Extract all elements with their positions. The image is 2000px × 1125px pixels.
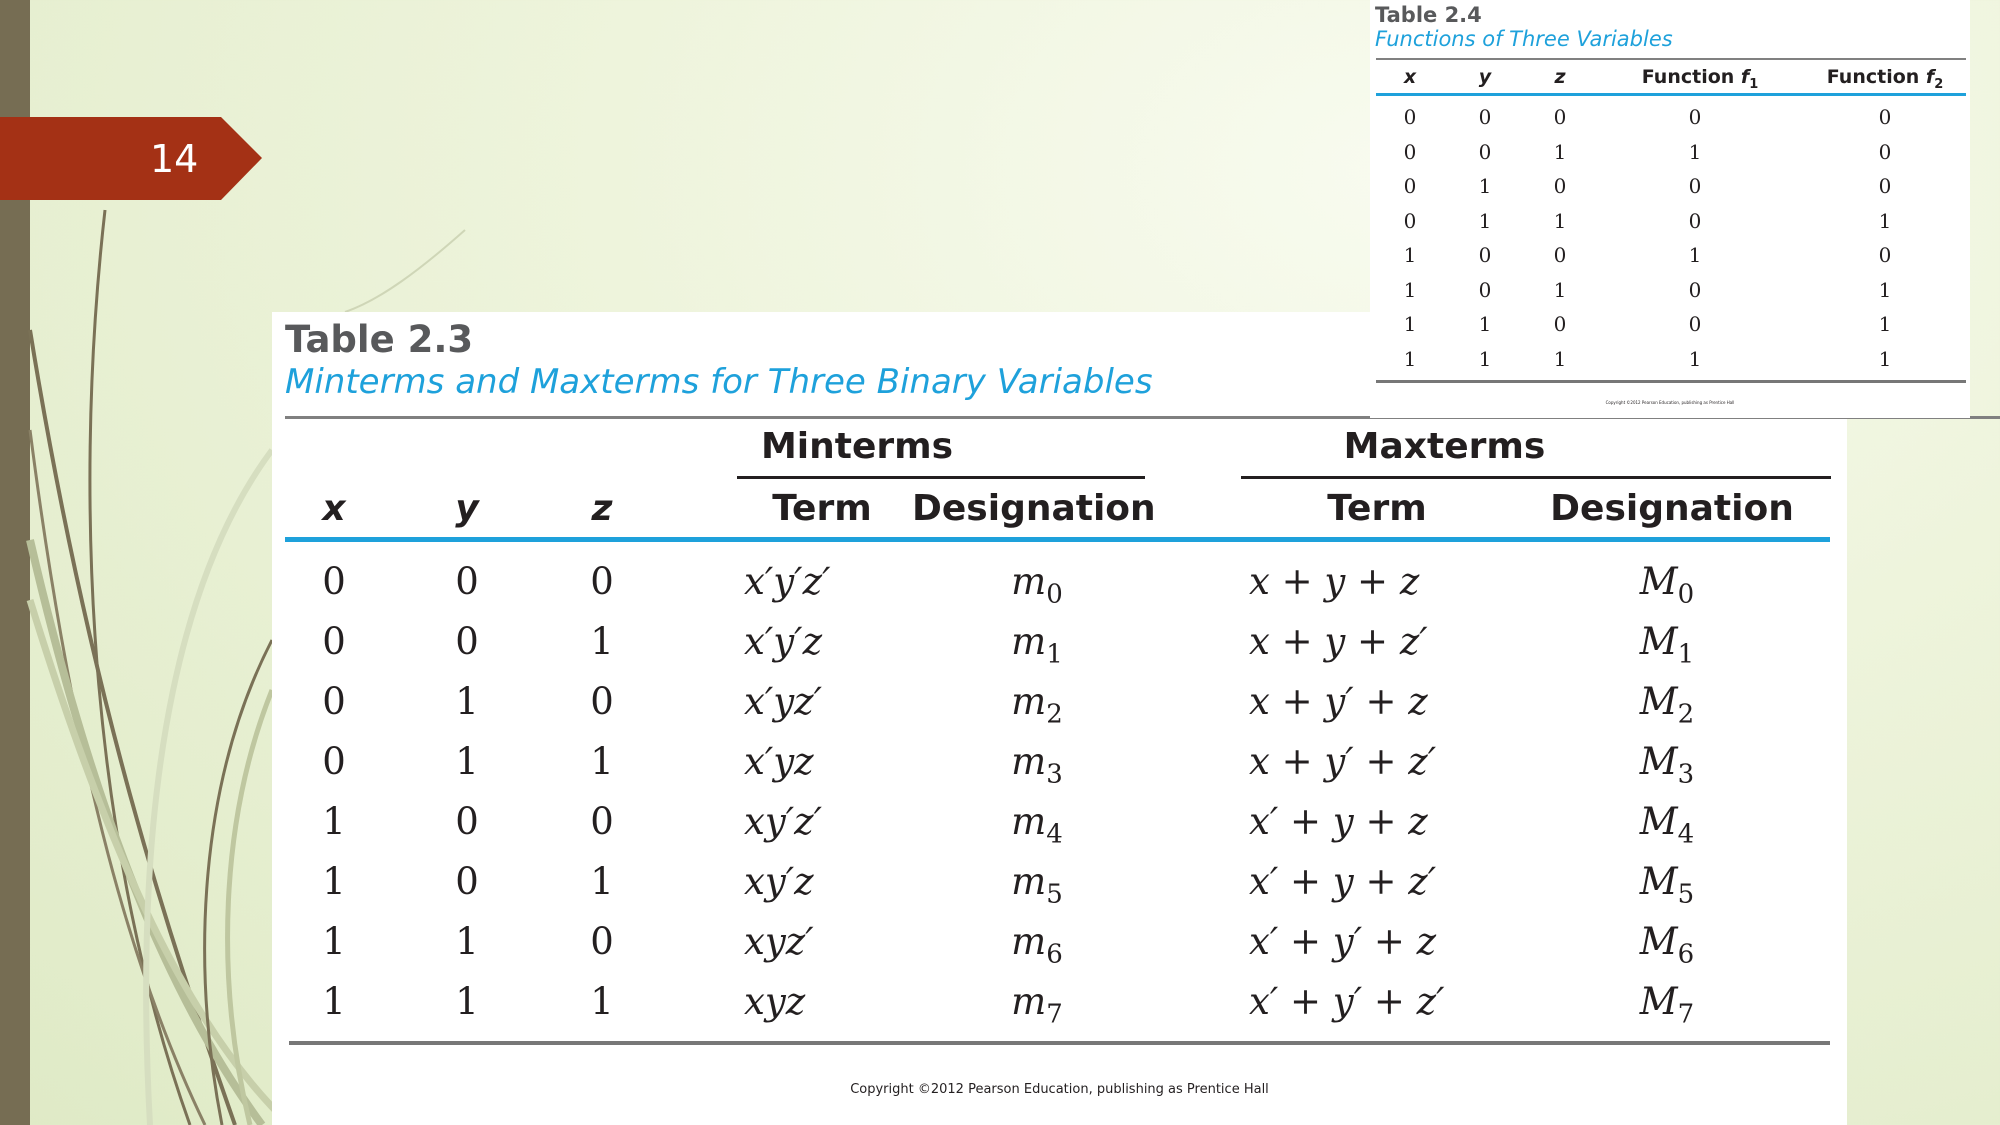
maxterm-symbol: M	[1639, 680, 1678, 723]
row-2-minterm: x′yz′	[744, 680, 823, 723]
maxterm-index: 5	[1677, 879, 1695, 910]
f-row-0-f1: 0	[1688, 105, 1702, 129]
table-2-4-copyright: Copyright ©2012 Pearson Education, publishing as Prentice Hall	[1605, 400, 1735, 405]
f-row-3-f1: 0	[1688, 208, 1702, 233]
maxterm-index: 3	[1677, 759, 1695, 790]
row-5-x: 1	[322, 860, 346, 903]
f-row-5-y: 0	[1478, 277, 1492, 302]
minterm-symbol: m	[1011, 980, 1047, 1023]
row-6-z: 0	[590, 920, 614, 963]
row-0-minterm-designation	[962, 552, 1112, 612]
f-row-6-x: 1	[1403, 312, 1417, 336]
row-2-maxterm: x + y′ + z	[1249, 680, 1428, 723]
row-2-minterm-designation	[962, 672, 1112, 732]
row-1-maxterm: x + y + z′	[1249, 620, 1428, 663]
row-2-y: 1	[455, 680, 479, 723]
f-row-6-f1: 0	[1688, 312, 1702, 336]
table-2-3-panel	[272, 312, 1847, 1125]
small-col-header-function-f1	[1620, 62, 1780, 92]
f2-prefix: Function	[1826, 66, 1926, 88]
row-4-minterm: xy′z′	[744, 800, 823, 843]
minterm-index: 3	[1046, 759, 1063, 790]
row-5-z: 1	[590, 860, 614, 903]
f-row-4-f2: 0	[1878, 243, 1892, 267]
f1-prefix: Function	[1641, 66, 1741, 88]
maxterm-symbol: M	[1639, 860, 1678, 903]
row-0-z: 0	[590, 560, 614, 603]
row-2-z: 0	[590, 680, 614, 723]
row-0-maxterm: x + y + z	[1249, 560, 1420, 603]
row-1-z: 1	[590, 620, 614, 663]
row-5-maxterm-designation	[1592, 852, 1742, 912]
minterm-symbol: m	[1011, 920, 1047, 963]
row-0-x: 0	[322, 560, 346, 603]
small-col-header-x: x	[1403, 66, 1417, 88]
minterm-index: 0	[1046, 579, 1063, 610]
maxterm-index: 2	[1677, 699, 1695, 730]
maxterm-symbol: M	[1639, 740, 1678, 783]
f-row-4-z: 0	[1553, 243, 1567, 267]
table-2-3-caption: Minterms and Maxterms for Three Binary Variables	[285, 362, 1153, 402]
f-row-2-x: 0	[1403, 174, 1417, 198]
row-5-minterm-designation	[962, 852, 1112, 912]
f-row-0-x: 0	[1403, 105, 1417, 129]
row-5-y: 0	[455, 860, 479, 903]
small-col-header-z: z	[1554, 66, 1566, 88]
minterm-symbol: m	[1011, 740, 1047, 783]
table-2-4-panel	[1370, 0, 1970, 418]
row-0-y: 0	[455, 560, 479, 603]
f-row-1-f1: 1	[1688, 139, 1702, 164]
row-3-minterm-designation	[962, 732, 1112, 792]
table-2-3-label: Table 2.3	[285, 318, 474, 361]
small-table-top-rule	[1376, 58, 1966, 60]
row-4-maxterm-designation	[1592, 792, 1742, 852]
f-row-0-z: 0	[1553, 105, 1567, 129]
row-3-minterm: x′yz	[744, 740, 814, 783]
col-header-max-designation: Designation	[1550, 488, 1794, 529]
f-row-1-f2: 0	[1878, 139, 1892, 164]
row-1-maxterm-designation	[1592, 612, 1742, 672]
row-1-minterm: x′y′z	[744, 620, 823, 663]
f-row-0-y: 0	[1478, 105, 1492, 129]
row-6-y: 1	[455, 920, 479, 963]
row-1-minterm-designation	[962, 612, 1112, 672]
f-row-1-x: 0	[1403, 139, 1417, 164]
f-row-4-f1: 1	[1688, 243, 1702, 267]
col-header-min-term: Term	[772, 488, 872, 529]
f-row-4-x: 1	[1403, 243, 1417, 267]
f1-sub: 1	[1749, 76, 1759, 92]
f-row-7-f2: 1	[1878, 346, 1892, 371]
minterm-symbol: m	[1011, 620, 1047, 663]
maxterm-symbol: M	[1639, 620, 1678, 663]
minterms-group-rule	[737, 476, 1145, 479]
row-6-maxterm-designation	[1592, 912, 1742, 972]
maxterm-index: 0	[1677, 579, 1695, 610]
f-row-6-y: 1	[1478, 312, 1492, 336]
small-col-header-y: y	[1478, 66, 1492, 88]
f-row-7-z: 1	[1553, 346, 1567, 371]
table-bottom-rule	[289, 1041, 1830, 1045]
minterm-index: 2	[1046, 699, 1063, 730]
f-row-2-z: 0	[1553, 174, 1567, 198]
col-header-min-designation: Designation	[912, 488, 1156, 529]
maxterm-symbol: M	[1639, 560, 1678, 603]
f2-var: f	[1925, 66, 1935, 88]
row-7-maxterm-designation	[1592, 972, 1742, 1032]
minterm-symbol: m	[1011, 680, 1047, 723]
slide-number-tab	[0, 117, 262, 200]
row-6-maxterm: x′ + y′ + z	[1249, 920, 1437, 963]
row-4-minterm-designation	[962, 792, 1112, 852]
row-4-x: 1	[322, 800, 346, 843]
f-row-3-f2: 1	[1878, 208, 1892, 233]
row-7-x: 1	[322, 980, 346, 1023]
f-row-5-f1: 0	[1688, 277, 1702, 302]
maxterms-group-rule	[1241, 476, 1831, 479]
maxterms-group-header: Maxterms	[1343, 426, 1546, 467]
row-2-maxterm-designation	[1592, 672, 1742, 732]
row-3-z: 1	[590, 740, 614, 783]
minterm-index: 7	[1046, 999, 1063, 1030]
f2-sub: 2	[1934, 76, 1944, 92]
f-row-6-f2: 1	[1878, 312, 1892, 336]
row-3-x: 0	[322, 740, 346, 783]
f-row-2-f1: 0	[1688, 174, 1702, 198]
row-0-minterm: x′y′z′	[744, 560, 831, 603]
row-6-x: 1	[322, 920, 346, 963]
col-header-max-term: Term	[1327, 488, 1427, 529]
f-row-7-y: 1	[1478, 346, 1492, 371]
f-row-5-x: 1	[1403, 277, 1417, 302]
minterm-index: 4	[1046, 819, 1063, 850]
maxterm-index: 4	[1677, 819, 1695, 850]
maxterm-symbol: M	[1639, 800, 1678, 843]
col-header-z: z	[591, 488, 613, 529]
f-row-0-f2: 0	[1878, 105, 1892, 129]
f-row-5-z: 1	[1553, 277, 1567, 302]
row-0-maxterm-designation	[1592, 552, 1742, 612]
minterm-symbol: m	[1011, 800, 1047, 843]
row-5-maxterm: x′ + y + z′	[1249, 860, 1437, 903]
table-2-3-copyright: Copyright ©2012 Pearson Education, publishing as Prentice Hall	[850, 1082, 1269, 1097]
table-2-4-caption: Functions of Three Variables	[1375, 27, 1673, 51]
row-3-maxterm-designation	[1592, 732, 1742, 792]
f-row-3-y: 1	[1478, 208, 1492, 233]
minterm-symbol: m	[1011, 860, 1047, 903]
row-4-maxterm: x′ + y + z	[1249, 800, 1428, 843]
slide-number: 14	[150, 137, 199, 181]
row-2-x: 0	[322, 680, 346, 723]
small-header-accent-rule	[1376, 93, 1966, 96]
maxterm-symbol: M	[1639, 920, 1678, 963]
table-2-4-label: Table 2.4	[1375, 3, 1482, 27]
small-col-header-function-f2	[1800, 62, 1970, 92]
maxterm-index: 1	[1677, 639, 1695, 670]
f-row-1-y: 0	[1478, 139, 1492, 164]
minterms-group-header: Minterms	[760, 426, 954, 467]
row-6-minterm-designation	[962, 912, 1112, 972]
row-7-y: 1	[455, 980, 479, 1023]
row-7-minterm: xyz	[744, 980, 806, 1023]
f-row-2-y: 1	[1478, 174, 1492, 198]
maxterm-index: 6	[1677, 939, 1695, 970]
row-1-y: 0	[455, 620, 479, 663]
f-row-5-f2: 1	[1878, 277, 1892, 302]
f-row-6-z: 0	[1553, 312, 1567, 336]
maxterm-symbol: M	[1639, 980, 1678, 1023]
header-accent-rule	[285, 537, 1830, 542]
f1-var: f	[1740, 66, 1750, 88]
row-1-x: 0	[322, 620, 346, 663]
row-7-maxterm: x′ + y′ + z′	[1249, 980, 1445, 1023]
row-3-y: 1	[455, 740, 479, 783]
f-row-3-z: 1	[1553, 208, 1567, 233]
minterm-index: 5	[1046, 879, 1063, 910]
f-row-4-y: 0	[1478, 243, 1492, 267]
f-row-7-f1: 1	[1688, 346, 1702, 371]
minterm-index: 6	[1046, 939, 1063, 970]
row-3-maxterm: x + y′ + z′	[1249, 740, 1437, 783]
f-row-2-f2: 0	[1878, 174, 1892, 198]
row-7-z: 1	[590, 980, 614, 1023]
small-table-bottom-rule	[1376, 380, 1966, 383]
row-4-z: 0	[590, 800, 614, 843]
col-header-y: y	[455, 488, 479, 529]
minterm-index: 1	[1046, 639, 1063, 670]
col-header-x: x	[322, 488, 346, 529]
f-row-1-z: 1	[1553, 139, 1567, 164]
f-row-7-x: 1	[1403, 346, 1417, 371]
maxterm-index: 7	[1677, 999, 1695, 1030]
minterm-symbol: m	[1011, 560, 1047, 603]
f-row-3-x: 0	[1403, 208, 1417, 233]
row-7-minterm-designation	[962, 972, 1112, 1032]
row-4-y: 0	[455, 800, 479, 843]
row-5-minterm: xy′z	[744, 860, 814, 903]
row-6-minterm: xyz′	[744, 920, 814, 963]
